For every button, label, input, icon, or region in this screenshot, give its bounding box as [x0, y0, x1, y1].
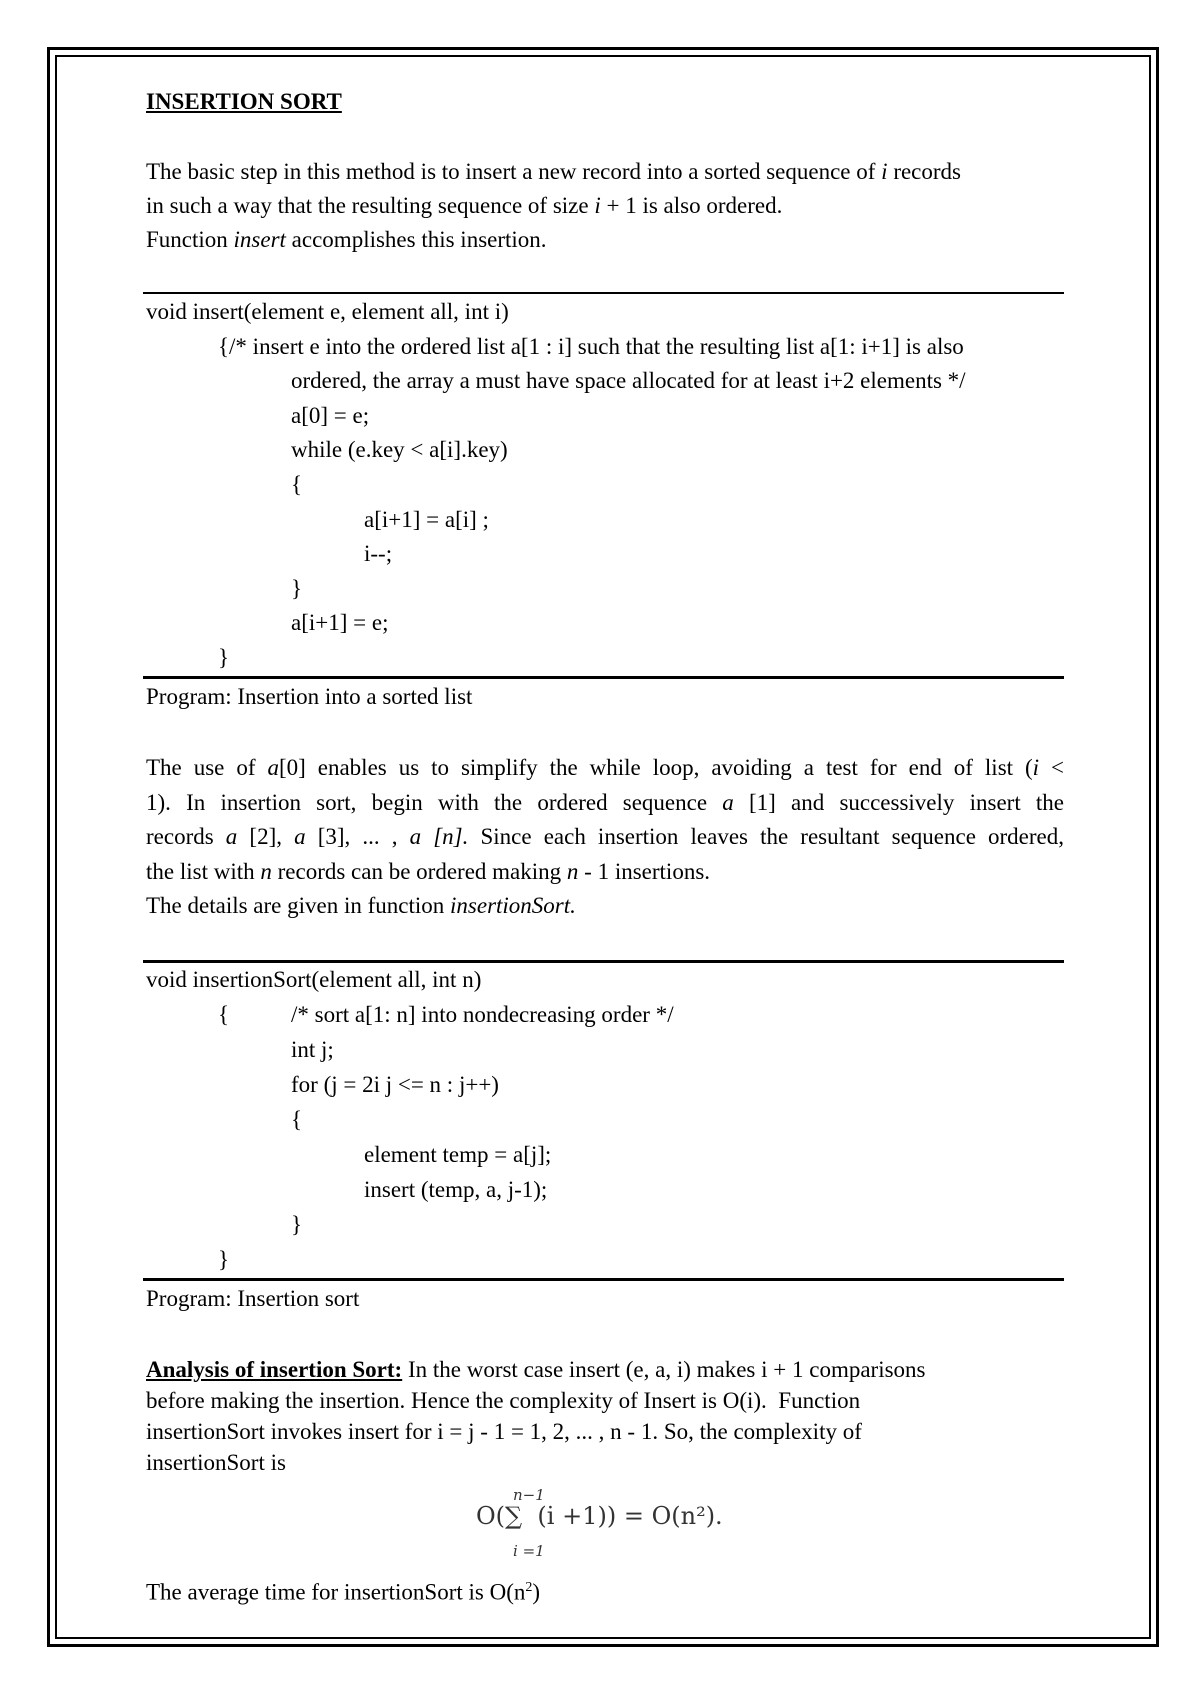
code2-line: void insertionSort(element all, int n): [146, 967, 482, 992]
code1-caption: Program: Insertion into a sorted list: [146, 684, 473, 709]
code2-line: {: [218, 1002, 230, 1027]
intro-line-1: The basic step in this method is to insert a new record into a sorted sequence of i records: [146, 159, 961, 184]
code2-bottom-rule: [143, 1278, 1064, 1281]
average-time-line: The average time for insertionSort is $O(n^2)$: [146, 1579, 541, 1605]
code1-line: {/* insert e into the ordered list a[1 : i] such that the resulting list a[1: i+1] is also: [218, 334, 964, 359]
complexity-formula: [476, 1488, 756, 1560]
middle-line-4: the list with n records can be ordered making n - 1 insertions.: [146, 859, 711, 884]
code2-top-rule: [143, 960, 1064, 963]
code2-line: int j;: [291, 1037, 334, 1062]
analysis-heading: Analysis of insertion Sort:: [146, 1357, 403, 1382]
formula-lower-limit: i =1: [513, 1542, 545, 1560]
code2-line: }: [218, 1247, 230, 1272]
code1-top-rule: [143, 292, 1064, 294]
code1-bottom-rule: [143, 676, 1064, 679]
code2-line: insert (temp, a, j-1);: [364, 1177, 548, 1202]
analysis-line-2: before making the insertion. Hence the complexity of Insert is O(i). Function: [146, 1388, 861, 1413]
middle-line-5: The details are given in function insertionSort.: [146, 893, 576, 918]
code1-line: a[i+1] = a[i] ;: [364, 507, 489, 532]
code1-line: ordered, the array a must have space allocated for at least i+2 elements */: [291, 368, 966, 393]
code2-line: {: [291, 1107, 303, 1132]
code1-line: a[i+1] = e;: [291, 610, 389, 635]
analysis-line-1: Analysis of insertion Sort: In the worst case insert (e, a, i) makes i + 1 comparisons: [146, 1357, 926, 1382]
analysis-line-4: insertionSort is: [146, 1450, 286, 1475]
code1-line: a[0] = e;: [291, 403, 370, 428]
code1-line: }: [291, 576, 303, 601]
code2-line: /* sort a[1: n] into nondecreasing order */: [291, 1002, 674, 1027]
code1-line: void insert(element e, element all, int i): [146, 299, 509, 324]
code2-caption: Program: Insertion sort: [146, 1286, 360, 1311]
analysis-line-3: insertionSort invokes insert for i = j - 1 = 1, 2, ... , n - 1. So, the complexity of: [146, 1419, 862, 1444]
intro-line-3: Function insert accomplishes this insertion.: [146, 227, 547, 252]
middle-line-3: records a [2], a [3], ... , a [n]. Since each insertion leaves the resultant sequence ordered,: [146, 824, 1064, 849]
code2-line: }: [291, 1212, 303, 1237]
code2-line: for (j = 2i j <= n : j++): [291, 1072, 499, 1097]
page-title: INSERTION SORT: [146, 89, 342, 114]
middle-line-2: 1). In insertion sort, begin with the ordered sequence a [1] and successively insert the: [146, 790, 1065, 815]
code2-line: element temp = a[j];: [364, 1142, 552, 1167]
code1-line: while (e.key < a[i].key): [291, 437, 508, 462]
middle-line-1: The use of a[0] enables us to simplify the while loop, avoiding a test for end of list (i <: [146, 755, 1065, 780]
formula-upper-limit: n−1: [513, 1486, 545, 1504]
intro-line-2: in such a way that the resulting sequence of size i + 1 is also ordered.: [146, 193, 783, 218]
formula-expression: O(∑ (i +1)) = O(n²).: [476, 1502, 723, 1530]
code1-line: i--;: [364, 541, 393, 566]
code1-line: {: [291, 472, 303, 497]
code1-line: }: [218, 645, 230, 670]
